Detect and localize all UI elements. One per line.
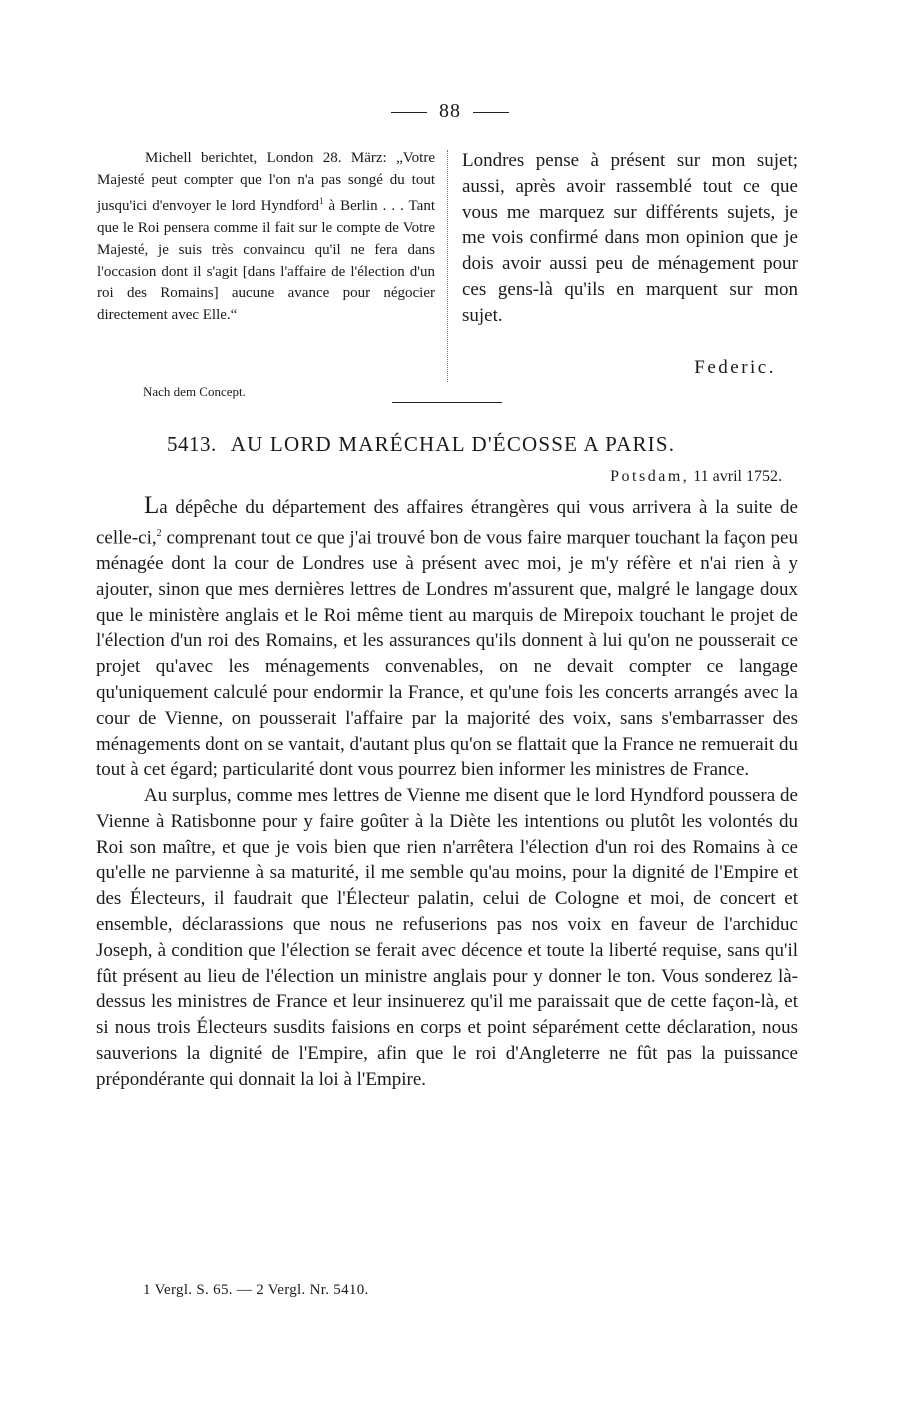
right-column xyxy=(462,148,798,329)
left-note-part1: Michell berichtet, London 28. März: „Votre Majesté peut compter que l'on n'a pas songé du tout jusqu'ici d'envoyer le lord Hyndford xyxy=(97,150,435,215)
left-note-column xyxy=(97,148,435,327)
letter-heading xyxy=(167,432,675,457)
letter-paragraph-2: Au surplus, comme mes lettres de Vienne me disent que le lord Hyndford poussera de Vienne à Ratisbonne pour y faire goûter à la Diète les intentions ou plutôt les volontés du Roi son maître, et que je vois bien que rien n'arrêtera l'élection d'un roi des Romains à ce qu'elle ne parvienne à sa maturité, il me semble qu'au moins, pour la dignité de l'Empire et des Électeurs, il faudrait que l'Électeur palatin, celui de Cologne et moi, de concert et ensemble, déclarassions que nous ne refuserions pas nos voix en faveur de l'archiduc Joseph, à condition que l'élection se ferait avec décence et toute la liberté requise, sans qu'il fût présent au lieu de l'élection un ministre anglais pour y donner le ton. Vous sonderez là-dessus les ministres de France et leur insinuerez qu'il me paraissait que de cette façon-là, et si nous trois Électeurs susdits faisions en corps et point séparément cette déclaration, nous sauverions la dignité de l'Empire, afin que le roi d'Angleterre ne fût pas la puissance prépondérante qui donnait la loi à l'Empire. xyxy=(96,785,798,1090)
footnote-ref-1: 1 xyxy=(318,196,324,207)
left-note-part2: à Berlin . . . Tant que le Roi pensera comme il fait sur le compte de Votre Majesté, je suis très convaincu qu'il ne fera dans l'occasion dont il s'agit [dans l'affaire de l'élection d'un roi des Romains] aucune avance pour négocier directement avec Elle.“ xyxy=(97,198,435,323)
page-number-dash-left xyxy=(391,112,427,113)
page-number xyxy=(0,100,900,123)
paragraph-1-part-a: a dépêche du département des affaires étrangères qui vous arrivera à la suite de celle-ci, xyxy=(96,497,798,549)
dateline xyxy=(610,468,782,486)
letter-paragraph-1 xyxy=(96,493,798,783)
footnote-ref-2: 2 xyxy=(156,527,162,539)
date-value: 11 avril 1752. xyxy=(693,468,782,485)
page-number-dash-right xyxy=(473,112,509,113)
letter-body xyxy=(96,493,798,1093)
initial-letter: L xyxy=(144,492,160,519)
letter-title: AU LORD MARÉCHAL D'ÉCOSSE A PARIS. xyxy=(230,432,676,456)
paragraph-1-part-b: comprenant tout ce que j'ai trouvé bon de vous faire marquer touchant la façon peu ménagée dont la cour de Londres use à présent avec moi, je m'y réfère et n'ai rien à y ajouter, sinon que mes dernières lettres de Londres m'assurent que, malgré le langage doux que le ministère anglais et le Roi même tient au marquis de Mirepoix touchant le projet de l'élection d'un roi des Romains, et les assurances qu'ils donnent à lui qu'on ne pousserait ce projet qu'avec les ménagements convenables, on ne devait compter ce langage qu'uniquement calculé pour endormir la France, et qu'une fois les concerts arrangés avec la cour de Vienne, on pousserait l'affaire par la majorité des voix, sans s'embarrasser des ménagements dont on se vantait, d'autant plus qu'on se flattait que la France ne remuerait du tout à cet égard; particularité dont vous pourrez bien informer les ministres de France. xyxy=(96,527,798,781)
column-divider xyxy=(447,150,448,382)
date-place: Potsdam, xyxy=(610,468,690,485)
section-separator xyxy=(392,402,502,403)
concept-note: Nach dem Concept. xyxy=(143,384,246,399)
page-number-text: 88 xyxy=(439,100,461,122)
letter-number: 5413. xyxy=(167,432,217,456)
left-note-text xyxy=(97,148,435,327)
footnotes: 1 Vergl. S. 65. — 2 Vergl. Nr. 5410. xyxy=(143,1282,369,1298)
right-column-text: Londres pense à présent sur mon sujet; aussi, après avoir rassemblé tout ce que vous me marquez sur différents sujets, je me vois confirmé dans mon opinion que je dois avoir aussi peu de ménagement pour ces gens-là qu'ils en marquent sur mon sujet. xyxy=(462,150,798,326)
signature: Federic. xyxy=(694,357,776,378)
